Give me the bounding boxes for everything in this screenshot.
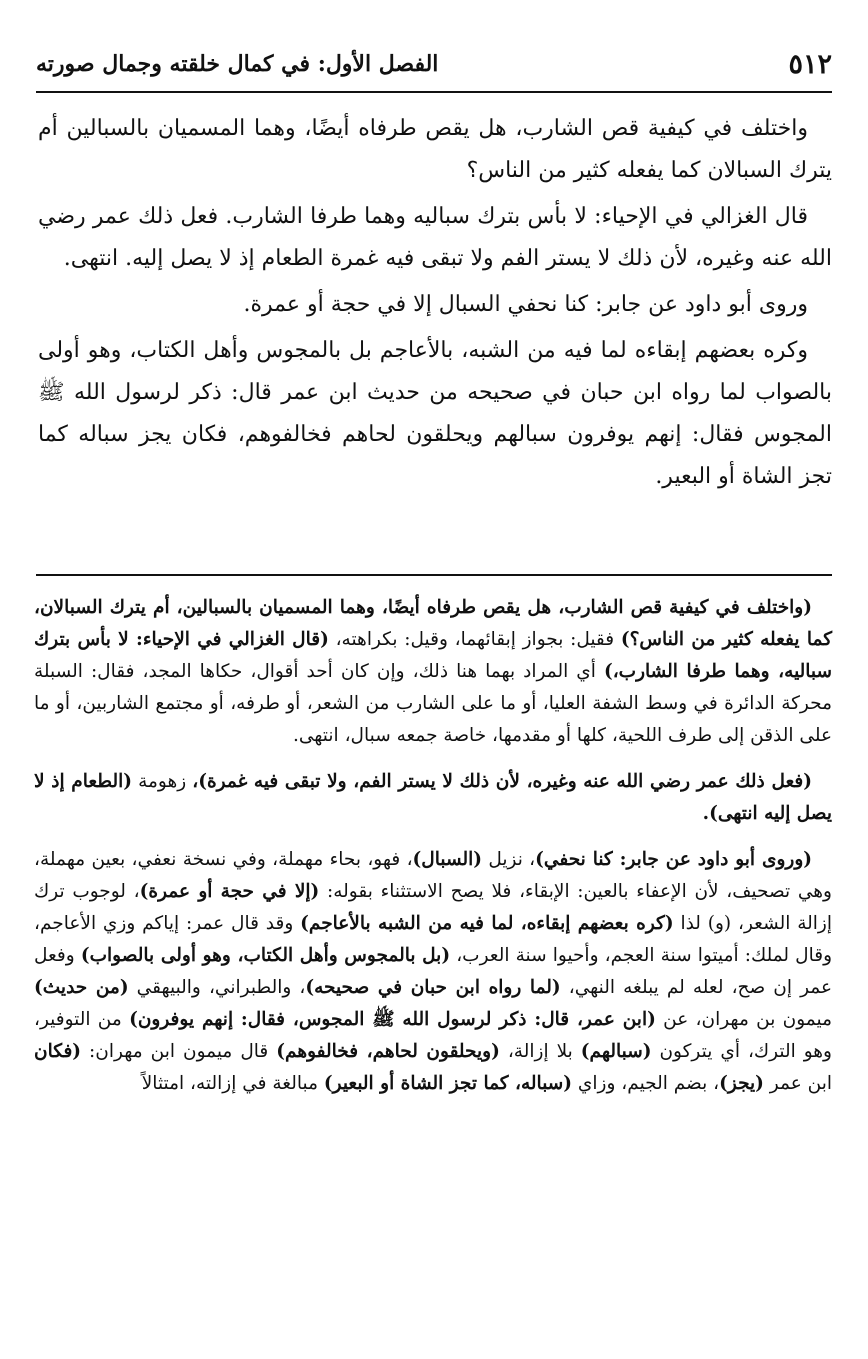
commentary-paragraph bbox=[34, 592, 832, 752]
main-paragraph: وكره بعضهم إبقاءه لما فيه من الشبه، بالأعاجم بل بالمجوس وأهل الكتاب، وهو أولى بالصواب لما رواه ابن حبان في صحيحه من حديث ابن عمر قال: ذكر لرسول الله ﷺ المجوس فقال: إنهم يوفرون سبالهم ويحلقون لحاهم فخالفوهم، فكان يجز سباله كما تجز الشاة أو البعير. bbox=[38, 338, 832, 489]
quoted-text: (واختلف في كيفية قص الشارب، هل يقص طرفاه أيضًا، وهما المسميان بالسبالين، أم يترك السبالان، كما يفعله كثير من الناس؟) bbox=[34, 597, 833, 650]
main-paragraph: وروى أبو داود عن جابر: كنا نحفي السبال إلا في حجة أو عمرة. bbox=[243, 292, 808, 317]
commentary bbox=[34, 592, 832, 1110]
quoted-text: (وروى أبو داود عن جابر: كنا نحفي) bbox=[535, 849, 813, 870]
commentary-text: ، لوجوب ترك إزالة الشعر، (و) لذا bbox=[34, 881, 832, 934]
quoted-text: (إلا في حجة أو عمرة) bbox=[139, 881, 320, 902]
quoted-text: (سبالهم) bbox=[580, 1041, 652, 1062]
commentary-text: ، فهو، بحاء مهملة، وفي نسخة نعفي، بعين مهملة، وهي تصحيف، لأن الإعفاء بالعين: الإبقاء، فلا يصح الاستثناء بقوله: bbox=[34, 849, 832, 902]
commentary-text: ابن عمر bbox=[763, 1073, 832, 1094]
main-paragraph: واختلف في كيفية قص الشارب، هل يقص طرفاه أيضًا، وهما المسميان بالسبالين أم يترك السبالان كما يفعله كثير من الناس؟ bbox=[38, 116, 832, 183]
commentary-paragraph bbox=[34, 766, 832, 830]
commentary-text: فقيل: بجواز إبقائهما، وقيل: بكراهته، bbox=[328, 629, 621, 650]
quoted-text: (السبال) bbox=[412, 849, 482, 870]
header-divider bbox=[36, 91, 832, 93]
commentary-text: مبالغة في إزالته، امتثالاً bbox=[141, 1073, 324, 1094]
quoted-text: (يجز) bbox=[719, 1073, 764, 1094]
commentary-text: قال ميمون ابن مهران: bbox=[81, 1041, 277, 1062]
chapter-title: الفصل الأول: في كمال خلقته وجمال صورته bbox=[36, 51, 439, 77]
main-text bbox=[38, 108, 832, 502]
main-paragraph: قال الغزالي في الإحياء: لا بأس بترك سباليه وهما طرفا الشارب. فعل ذلك عمر رضي الله عنه وغيره، لأن ذلك لا يستر الفم ولا تبقى فيه غمرة الطعام إذ لا يصل إليه. انتهى. bbox=[38, 204, 832, 271]
quoted-text: (ابن عمر، قال: ذكر لرسول الله ﷺ المجوس، فقال: إنهم يوفرون) bbox=[129, 1009, 656, 1030]
quoted-text: (من حديث) bbox=[34, 977, 129, 998]
quoted-text: (لما رواه ابن حبان في صحيحه) bbox=[305, 977, 561, 998]
page-header bbox=[36, 40, 832, 88]
quoted-text: (قال الغزالي في الإحياء: لا بأس بترك سباليه، وهما طرفا الشارب،) bbox=[34, 629, 833, 682]
page-number: ٥١٢ bbox=[788, 48, 832, 80]
commentary-text: وفعل عمر إن صح، لعله لم يبلغه النهي، bbox=[34, 945, 833, 998]
quoted-text: (ويحلقون لحاهم، فخالفوهم) bbox=[276, 1041, 500, 1062]
commentary-text: وقد قال عمر: إياكم وزي الأعاجم، وقال لملك: أميتوا سنة العجم، وأحيوا سنة العرب، bbox=[34, 913, 833, 966]
quoted-text: (سباله، كما تجز الشاة أو البعير) bbox=[323, 1073, 573, 1094]
quoted-text: (كره بعضهم إبقاءه، لما فيه من الشبه بالأعاجم) bbox=[300, 913, 674, 934]
commentary-text: أي المراد بهما هنا ذلك، وإن كان أحد أقوال، حكاها المجد، فقال: السبلة محركة الدائرة في وسط الشفة العليا، أو ما على الشارب من الشعر، أو طرفه، أو مجتمع الشاربين، أو ما على الذقن إلى طرف اللحية، كلها أو مقدمها، خاصة جمعه سبال، انتهى. bbox=[34, 661, 832, 746]
commentary-text: بلا إزالة، bbox=[499, 1041, 581, 1062]
quoted-text: (بل بالمجوس وأهل الكتاب، وهو أولى بالصواب) bbox=[80, 945, 451, 966]
quoted-text: (فعل ذلك عمر رضي الله عنه وغيره، لأن ذلك لا يستر الفم، ولا تبقى فيه غمرة)، bbox=[192, 771, 812, 792]
commentary-text: ، بضم الجيم، وزاي bbox=[572, 1073, 720, 1094]
commentary-text: ميمون بن مهران، عن bbox=[655, 1009, 832, 1030]
commentary-text: ، والطبراني، والبيهقي bbox=[128, 977, 306, 998]
quoted-text: (فكان bbox=[34, 1041, 82, 1062]
section-divider bbox=[36, 574, 832, 576]
commentary-text: من التوفير، وهو الترك، أي يتركون bbox=[34, 1009, 832, 1062]
quoted-text: (الطعام إذ لا يصل إليه انتهى). bbox=[34, 771, 832, 824]
commentary-text: زهومة bbox=[131, 771, 193, 792]
commentary-text: ، نزيل bbox=[482, 849, 536, 870]
commentary-paragraph bbox=[34, 844, 832, 1100]
